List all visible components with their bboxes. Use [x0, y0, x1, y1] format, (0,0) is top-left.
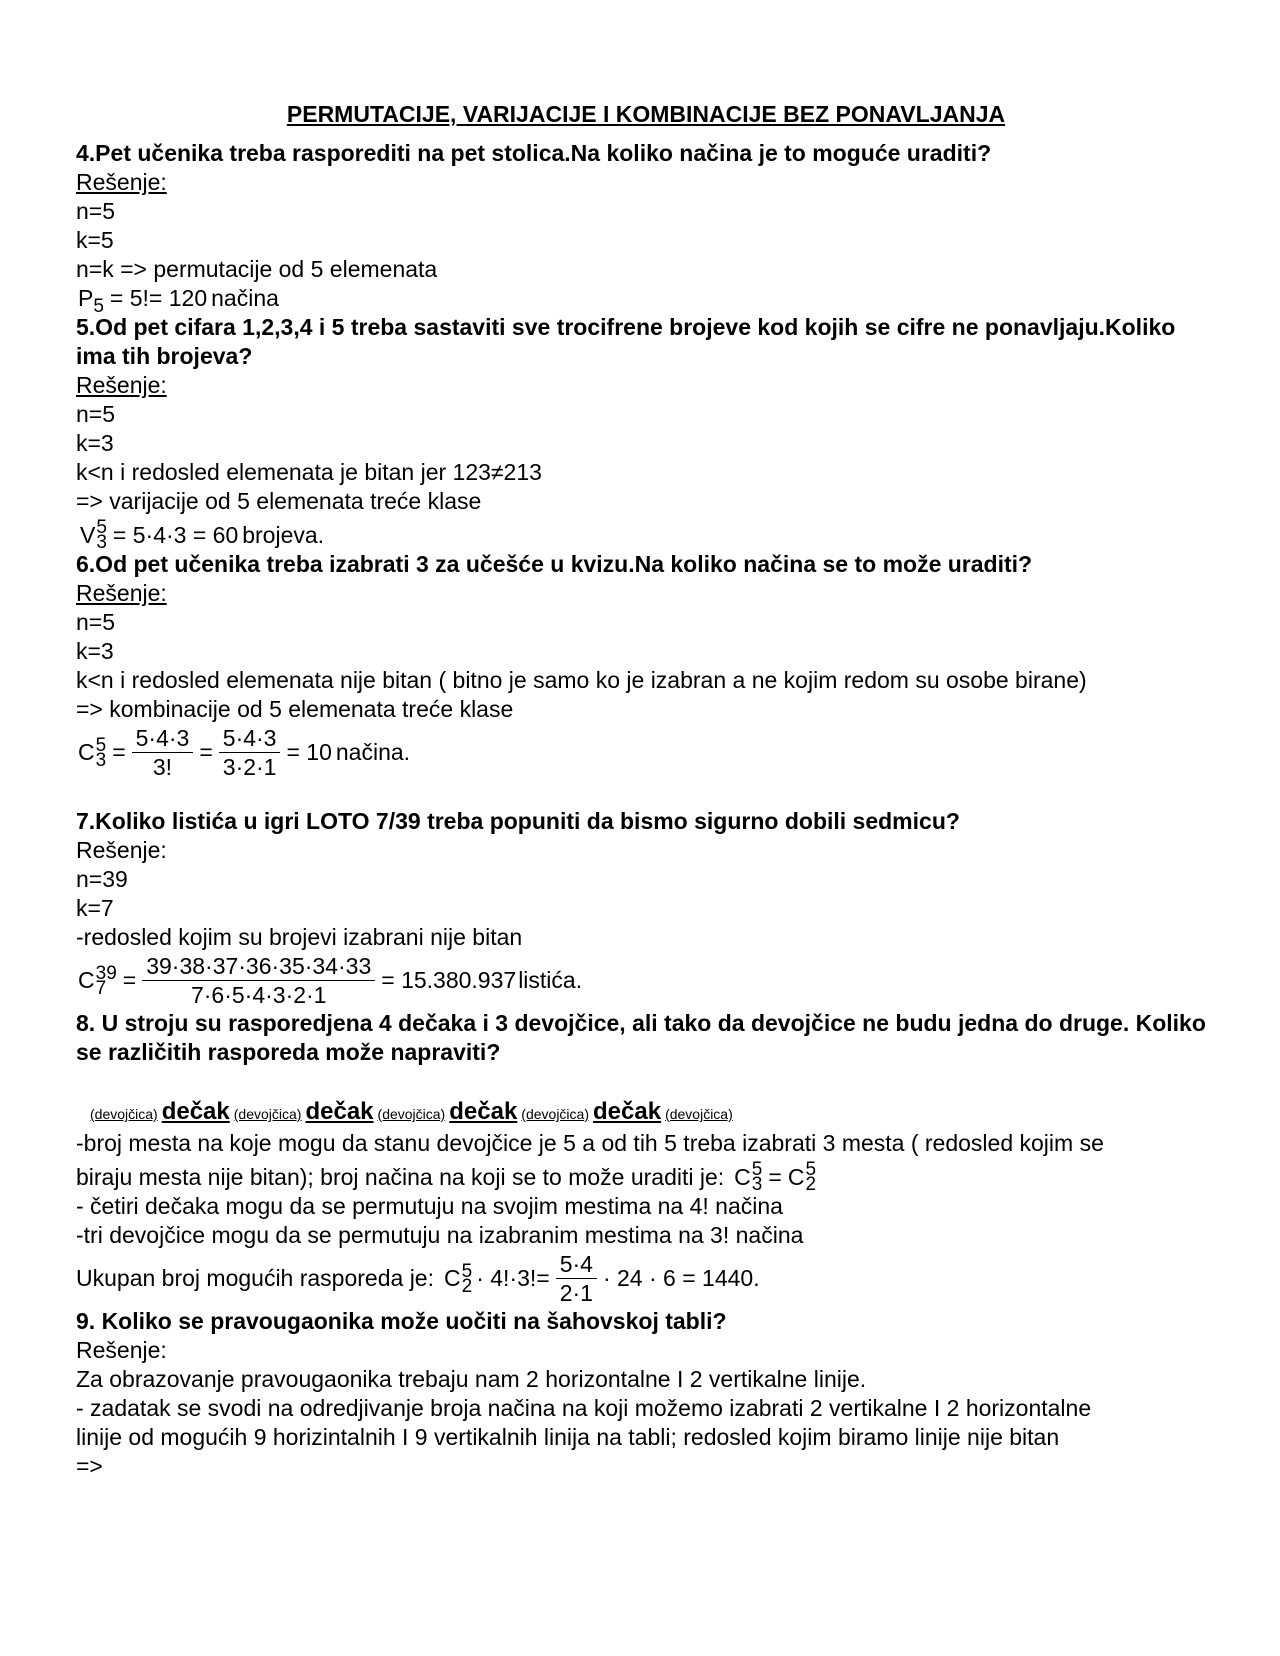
problem-9-line: - zadatak se svodi na odredjivanje broja načina na koji možemo izabrati 2 vertikalne I 2 horizontalne	[76, 1395, 1092, 1421]
formula-superscript: 39	[95, 962, 117, 984]
formula-superscript: 5	[805, 1159, 817, 1180]
formula-expression: = 5·4·3 = 60	[112, 521, 239, 548]
fraction-numerator: 5·4·3	[219, 724, 281, 753]
formula-indices	[95, 734, 107, 771]
problem-4-line: n=5	[76, 198, 116, 224]
problem-6-line: => kombinacije od 5 elemenata treće klase	[76, 696, 514, 722]
fraction-denominator: 2·1	[559, 1280, 593, 1306]
slot-boy: dečak	[305, 1098, 374, 1125]
formula-symbol: P	[78, 285, 94, 311]
problem-6-question: 6.Od pet učenika treba izabrati 3 za učešće u kvizu.Na koliko načina se to može uraditi?	[76, 551, 1033, 577]
problem-4-question: 4.Pet učenika treba rasporediti na pet stolica.Na koliko načina je to moguće uraditi?	[76, 140, 992, 166]
problem-7-line: k=7	[76, 895, 114, 921]
formula-subscript: 2	[805, 1174, 817, 1195]
fraction-denominator: 3!	[152, 754, 173, 780]
formula-fraction	[142, 952, 375, 1009]
slot-boy: dečak	[161, 1098, 230, 1125]
formula-subscript: 3	[95, 749, 107, 771]
problem-4-line: k=5	[76, 227, 114, 253]
formula-subscript: 5	[93, 296, 104, 317]
problem-9-line: Za obrazovanje pravougaonika trebaju nam 2 horizontalne I 2 vertikalne linije.	[76, 1366, 867, 1392]
slot-girl: (devojčica)	[377, 1106, 446, 1122]
slot-girl: (devojčica)	[90, 1106, 158, 1122]
fraction-numerator: 5·4·3	[132, 724, 194, 753]
problem-8-arrangement	[76, 1097, 1216, 1129]
slot-girl: (devojčica)	[521, 1106, 589, 1122]
fraction-denominator: 3·2·1	[222, 754, 277, 780]
formula-expression: = 5!= 120	[109, 285, 208, 311]
formula-superscript: 5	[96, 517, 107, 538]
document-page	[76, 100, 1216, 1481]
formula-subscript: 3	[751, 1174, 763, 1195]
formula-subscript: 3	[96, 532, 107, 553]
problem-9-line: linije od mogućih 9 horizintalnih I 9 vertikalnih linija na tabli; redosled kojim biramo linije nije bitan	[76, 1424, 1060, 1450]
slot-boy: dečak	[593, 1098, 662, 1125]
page-title: PERMUTACIJE, VARIJACIJE I KOMBINACIJE BEZ PONAVLJANJA	[286, 101, 1006, 127]
problem-8-line: - četiri dečaka mogu da se permutuju na svojim mestima na 4! načina	[76, 1193, 783, 1219]
formula-superscript: 5	[751, 1159, 763, 1180]
formula-subscript: 2	[461, 1275, 473, 1297]
formula-indices	[805, 1159, 817, 1195]
problem-8-question: 8. U stroju su rasporedjena 4 dečaka i 3 devojčice, ali tako da devojčice ne budu jedna do druge. Koliko se različitih rasporeda može napraviti?	[76, 1010, 1206, 1065]
formula-expression: · 4!·3!=	[476, 1265, 550, 1291]
formula-result: · 24 · 6 = 1440.	[602, 1265, 760, 1291]
formula-symbol: C	[787, 1163, 805, 1190]
formula-unit: brojeva.	[242, 521, 325, 548]
problem-7-line: -redosled kojim su brojevi izabrani nije bitan	[76, 924, 523, 950]
problem-6-formula	[78, 724, 410, 781]
formula-indices	[751, 1159, 763, 1195]
formula-equals: =	[199, 739, 213, 765]
formula-unit: načina.	[335, 739, 411, 765]
problem-4-line: n=k => permutacije od 5 elemenata	[76, 256, 438, 282]
problem-5-line: n=5	[76, 401, 116, 427]
formula-symbol: C	[78, 967, 95, 993]
formula-fraction	[132, 724, 194, 781]
problem-6-line: k=3	[76, 638, 114, 664]
formula-superscript: 5	[461, 1260, 473, 1282]
formula-symbol: C	[734, 1163, 751, 1190]
slot-boy: dečak	[449, 1098, 518, 1125]
formula-indices	[461, 1260, 473, 1297]
problem-4-formula	[78, 284, 279, 317]
problem-4-resenje: Rešenje:	[76, 169, 167, 195]
problem-9-question: 9. Koliko se pravougaonika može uočiti na šahovskoj tabli?	[76, 1308, 727, 1334]
problem-5-line: k<n i redosled elemenata je bitan jer 123≠213	[76, 459, 542, 485]
formula-unit: listića.	[518, 967, 583, 993]
problem-5-resenje: Rešenje:	[76, 372, 167, 398]
problem-6-line: n=5	[76, 609, 116, 635]
fraction-denominator: 7·6·5·4·3·2·1	[190, 982, 327, 1008]
fraction-numerator: 5·4	[556, 1250, 597, 1279]
problem-8-line: Ukupan broj mogućih rasporeda je:	[76, 1265, 434, 1291]
problem-8-line-formula	[76, 1159, 817, 1195]
problem-9-line: =>	[76, 1453, 103, 1479]
formula-equals: =	[122, 967, 137, 993]
problem-8-line: -broj mesta na koje mogu da stanu devojčice je 5 a od tih 5 treba izabrati 3 mesta ( redosled kojim se	[76, 1130, 1104, 1156]
formula-symbol: V	[80, 521, 96, 548]
slot-girl: (devojčica)	[665, 1106, 733, 1122]
problem-5-line: => varijacije od 5 elemenata treće klase	[76, 488, 482, 514]
formula-result: = 15.380.937	[381, 967, 517, 993]
formula-symbol: C	[78, 739, 95, 765]
formula-unit: načina	[211, 285, 279, 311]
problem-8-line: -tri devojčice mogu da se permutuju na izabranim mestima na 3! načina	[76, 1222, 804, 1248]
formula-fraction	[219, 724, 281, 781]
problem-6-line: k<n i redosled elemenata nije bitan ( bitno je samo ko je izabran a ne kojim redom su osobe birane)	[76, 667, 1087, 693]
problem-5-formula	[80, 517, 325, 553]
fraction-numerator: 39·38·37·36·35·34·33	[142, 952, 375, 981]
formula-indices	[95, 962, 117, 999]
formula-equals: =	[112, 739, 126, 765]
problem-9-resenje: Rešenje:	[76, 1337, 167, 1363]
problem-7-formula	[78, 952, 582, 1009]
problem-7-question: 7.Koliko listića u igri LOTO 7/39 treba popuniti da bismo sigurno dobili sedmicu?	[76, 808, 960, 834]
problem-5-question: 5.Od pet cifara 1,2,3,4 i 5 treba sastaviti sve trocifrene brojeve kod kojih se cifre ne ponavljaju.Koliko ima tih brojeva?	[76, 314, 1176, 369]
problem-5-line: k=3	[76, 430, 114, 456]
formula-indices	[96, 517, 107, 553]
formula-symbol: C	[443, 1265, 461, 1291]
problem-8-line: biraju mesta nije bitan); broj načina na koji se to može uraditi je:	[76, 1163, 725, 1190]
formula-superscript: 5	[95, 734, 107, 756]
formula-subscript: 7	[95, 977, 107, 999]
formula-equals: =	[768, 1163, 782, 1190]
problem-7-line: n=39	[76, 866, 128, 892]
problem-8-formula	[76, 1250, 760, 1307]
problem-6-resenje: Rešenje:	[76, 580, 167, 606]
formula-fraction	[556, 1250, 597, 1307]
formula-result: = 10	[286, 739, 332, 765]
problem-7-resenje: Rešenje:	[76, 837, 167, 863]
slot-girl: (devojčica)	[233, 1106, 302, 1122]
